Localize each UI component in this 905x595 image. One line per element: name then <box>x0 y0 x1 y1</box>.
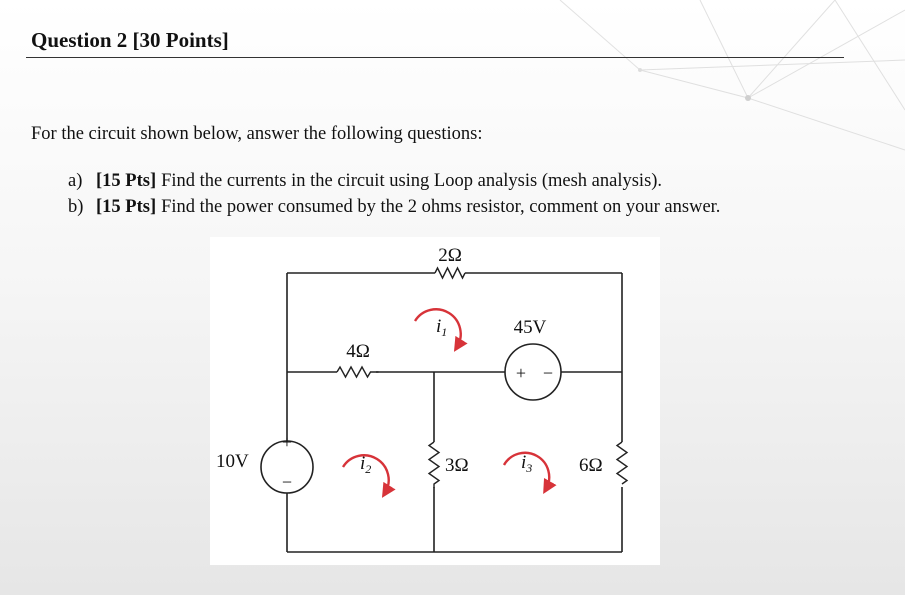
resistor-4ohm <box>337 367 379 377</box>
source-10v-plus: + <box>281 432 293 452</box>
source-45v-minus: − <box>542 363 554 383</box>
resistor-4ohm-label: 4Ω <box>346 341 370 362</box>
title-divider <box>26 57 844 58</box>
resistor-3ohm <box>429 442 439 488</box>
question-letter: b) <box>68 197 84 217</box>
question-intro: For the circuit shown below, answer the following questions: <box>31 124 483 144</box>
resistor-6ohm-label: 6Ω <box>579 455 603 476</box>
source-45v-plus: + <box>515 363 527 383</box>
question-text: Find the power consumed by the 2 ohms resistor, comment on your answer. <box>161 197 721 217</box>
circuit-wires <box>287 273 622 552</box>
resistor-2ohm-label: 2Ω <box>438 245 462 266</box>
mesh-current-2-label: $i_2$ <box>360 453 372 476</box>
question-item-a <box>68 171 662 192</box>
source-45v-label: 45V <box>513 317 547 338</box>
resistor-6ohm <box>617 442 627 484</box>
question-points: [15 Pts] <box>96 197 157 217</box>
circuit-diagram <box>210 237 660 565</box>
question-item-b <box>68 197 720 218</box>
mesh-current-1-label: $i_1$ <box>436 316 448 339</box>
source-10v-label: 10V <box>216 451 249 472</box>
question-points: [15 Pts] <box>96 171 157 191</box>
question-text: Find the currents in the circuit using Loop analysis (mesh analysis). <box>161 171 663 191</box>
circuit-svg <box>210 237 660 565</box>
source-10v-minus: − <box>281 472 293 492</box>
question-title: Question 2 [30 Points] <box>31 28 229 52</box>
resistor-3ohm-label: 3Ω <box>445 455 469 476</box>
resistor-2ohm <box>435 268 465 278</box>
question-letter: a) <box>68 171 83 191</box>
mesh-current-3-label: $i_3$ <box>521 452 533 475</box>
